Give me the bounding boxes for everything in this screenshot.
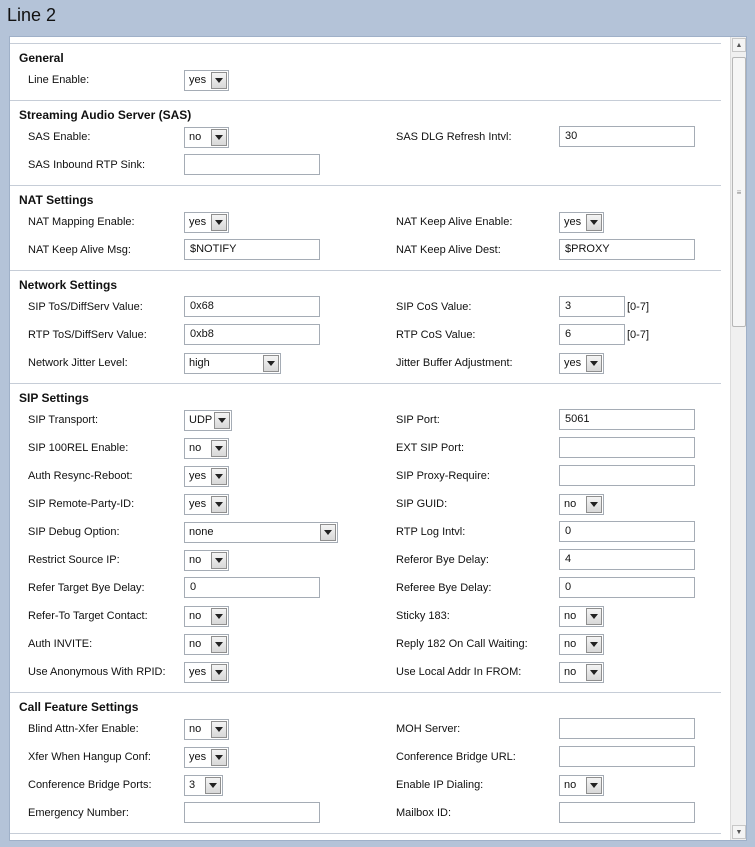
xfer-hangup-conf-select[interactable]: yes bbox=[184, 747, 229, 768]
chevron-down-icon bbox=[211, 468, 227, 485]
line-enable-select[interactable]: yes bbox=[184, 70, 229, 91]
sip-proxy-require-label: SIP Proxy-Require: bbox=[396, 470, 490, 482]
referor-bye-delay-input[interactable]: 4 bbox=[559, 549, 695, 570]
section-title-sas: Streaming Audio Server (SAS) bbox=[19, 108, 192, 122]
xfer-hangup-conf-label: Xfer When Hangup Conf: bbox=[28, 751, 151, 763]
section-title-sip: SIP Settings bbox=[19, 391, 89, 405]
refer-to-target-label: Refer-To Target Contact: bbox=[28, 610, 148, 622]
chevron-down-icon bbox=[586, 664, 602, 681]
arrow-up-icon: ▲ bbox=[735, 41, 743, 49]
rtp-log-intvl-input[interactable]: 0 bbox=[559, 521, 695, 542]
section-title-network: Network Settings bbox=[19, 278, 118, 292]
sas-enable-label: SAS Enable: bbox=[28, 131, 91, 143]
sas-inbound-rtp-label: SAS Inbound RTP Sink: bbox=[28, 159, 145, 171]
sas-inbound-rtp-input[interactable] bbox=[184, 154, 320, 175]
chevron-down-icon bbox=[211, 608, 227, 625]
reply-182-label: Reply 182 On Call Waiting: bbox=[396, 638, 528, 650]
sip-remote-party-label: SIP Remote-Party-ID: bbox=[28, 498, 135, 510]
section-title-nat: NAT Settings bbox=[19, 193, 94, 207]
refer-target-bye-delay-input[interactable]: 0 bbox=[184, 577, 320, 598]
section-divider bbox=[10, 185, 721, 186]
auth-resync-select[interactable]: yes bbox=[184, 466, 229, 487]
line-enable-label: Line Enable: bbox=[28, 74, 90, 86]
page-title: Line 2 bbox=[7, 5, 57, 25]
jitter-level-label: Network Jitter Level: bbox=[28, 357, 128, 369]
nat-keep-alive-enable-label: NAT Keep Alive Enable: bbox=[396, 216, 513, 228]
blind-attn-xfer-label: Blind Attn-Xfer Enable: bbox=[28, 723, 139, 735]
rtp-cos-input[interactable]: 6 bbox=[559, 324, 625, 345]
chevron-down-icon bbox=[586, 608, 602, 625]
moh-server-input[interactable] bbox=[559, 718, 695, 739]
sip-port-label: SIP Port: bbox=[396, 414, 440, 426]
auth-invite-select[interactable]: no bbox=[184, 634, 229, 655]
scroll-down-button[interactable] bbox=[732, 825, 746, 839]
use-local-addr-label: Use Local Addr In FROM: bbox=[396, 666, 522, 678]
sip-cos-label: SIP CoS Value: bbox=[396, 301, 472, 313]
use-anonymous-rpid-label: Use Anonymous With RPID: bbox=[28, 666, 166, 678]
sas-dlg-refresh-input[interactable]: 30 bbox=[559, 126, 695, 147]
ext-sip-port-label: EXT SIP Port: bbox=[396, 442, 465, 454]
conf-bridge-ports-label: Conference Bridge Ports: bbox=[28, 779, 152, 791]
chevron-down-icon bbox=[211, 636, 227, 653]
sip-100rel-select[interactable]: no bbox=[184, 438, 229, 459]
section-divider bbox=[10, 270, 721, 271]
sip-cos-input[interactable]: 3 bbox=[559, 296, 625, 317]
chevron-down-icon bbox=[211, 496, 227, 513]
emergency-number-label: Emergency Number: bbox=[28, 807, 129, 819]
ext-sip-port-input[interactable] bbox=[559, 437, 695, 458]
jitter-level-select[interactable]: high bbox=[184, 353, 281, 374]
auth-invite-label: Auth INVITE: bbox=[28, 638, 93, 650]
referee-bye-delay-label: Referee Bye Delay: bbox=[396, 582, 492, 594]
section-divider bbox=[10, 100, 721, 101]
chevron-down-icon bbox=[586, 214, 602, 231]
settings-panel bbox=[9, 36, 747, 841]
sip-tos-input[interactable]: 0x68 bbox=[184, 296, 320, 317]
section-divider bbox=[10, 383, 721, 384]
referor-bye-delay-label: Referor Bye Delay: bbox=[396, 554, 489, 566]
use-local-addr-select[interactable]: no bbox=[559, 662, 604, 683]
section-divider bbox=[10, 43, 721, 44]
refer-to-target-select[interactable]: no bbox=[184, 606, 229, 627]
conf-bridge-url-input[interactable] bbox=[559, 746, 695, 767]
sip-100rel-label: SIP 100REL Enable: bbox=[28, 442, 129, 454]
conf-bridge-ports-select[interactable]: 3 bbox=[184, 775, 223, 796]
emergency-number-input[interactable] bbox=[184, 802, 320, 823]
chevron-down-icon bbox=[211, 552, 227, 569]
chevron-down-icon bbox=[586, 355, 602, 372]
moh-server-label: MOH Server: bbox=[396, 723, 461, 735]
sip-cos-range: [0-7] bbox=[627, 301, 650, 313]
section-divider bbox=[10, 833, 721, 834]
rtp-cos-range: [0-7] bbox=[627, 329, 650, 341]
nat-mapping-select[interactable]: yes bbox=[184, 212, 229, 233]
sip-debug-label: SIP Debug Option: bbox=[28, 526, 120, 538]
sip-proxy-require-input[interactable] bbox=[559, 465, 695, 486]
nat-keep-alive-msg-input[interactable]: $NOTIFY bbox=[184, 239, 320, 260]
use-anonymous-rpid-select[interactable]: yes bbox=[184, 662, 229, 683]
jitter-buffer-select[interactable]: yes bbox=[559, 353, 604, 374]
scroll-up-button[interactable] bbox=[732, 38, 746, 52]
sas-enable-select[interactable]: no bbox=[184, 127, 229, 148]
grip-icon: ≡ bbox=[736, 187, 742, 197]
chevron-down-icon bbox=[211, 749, 227, 766]
nat-keep-alive-enable-select[interactable]: yes bbox=[559, 212, 604, 233]
chevron-down-icon bbox=[586, 777, 602, 794]
chevron-down-icon bbox=[320, 524, 336, 541]
sas-dlg-refresh-label: SAS DLG Refresh Intvl: bbox=[396, 131, 512, 143]
vertical-scrollbar[interactable] bbox=[730, 37, 746, 840]
enable-ip-dialing-select[interactable]: no bbox=[559, 775, 604, 796]
rtp-tos-label: RTP ToS/DiffServ Value: bbox=[28, 329, 147, 341]
chevron-down-icon bbox=[214, 412, 230, 429]
chevron-down-icon bbox=[586, 636, 602, 653]
mailbox-id-input[interactable] bbox=[559, 802, 695, 823]
chevron-down-icon bbox=[205, 777, 221, 794]
chevron-down-icon bbox=[586, 496, 602, 513]
chevron-down-icon bbox=[211, 721, 227, 738]
sip-guid-label: SIP GUID: bbox=[396, 498, 448, 510]
sip-debug-select[interactable]: none bbox=[184, 522, 338, 543]
sip-tos-label: SIP ToS/DiffServ Value: bbox=[28, 301, 143, 313]
chevron-down-icon bbox=[211, 440, 227, 457]
sip-transport-select[interactable]: UDP bbox=[184, 410, 232, 431]
conf-bridge-url-label: Conference Bridge URL: bbox=[396, 751, 516, 763]
sticky-183-label: Sticky 183: bbox=[396, 610, 450, 622]
chevron-down-icon bbox=[263, 355, 279, 372]
section-title-general: General bbox=[19, 51, 64, 65]
section-divider bbox=[10, 692, 721, 693]
jitter-buffer-label: Jitter Buffer Adjustment: bbox=[396, 357, 513, 369]
rtp-log-intvl-label: RTP Log Intvl: bbox=[396, 526, 466, 538]
rtp-cos-label: RTP CoS Value: bbox=[396, 329, 476, 341]
chevron-down-icon bbox=[211, 664, 227, 681]
nat-keep-alive-dest-input[interactable]: $PROXY bbox=[559, 239, 695, 260]
section-title-call-feature: Call Feature Settings bbox=[19, 700, 139, 714]
restrict-source-ip-label: Restrict Source IP: bbox=[28, 554, 120, 566]
mailbox-id-label: Mailbox ID: bbox=[396, 807, 452, 819]
rtp-tos-input[interactable]: 0xb8 bbox=[184, 324, 320, 345]
arrow-down-icon: ▼ bbox=[735, 828, 743, 836]
sip-port-input[interactable]: 5061 bbox=[559, 409, 695, 430]
refer-target-bye-delay-label: Refer Target Bye Delay: bbox=[28, 582, 145, 594]
nat-keep-alive-msg-label: NAT Keep Alive Msg: bbox=[28, 244, 131, 256]
restrict-source-ip-select[interactable]: no bbox=[184, 550, 229, 571]
auth-resync-label: Auth Resync-Reboot: bbox=[28, 470, 133, 482]
sip-transport-label: SIP Transport: bbox=[28, 414, 99, 426]
enable-ip-dialing-label: Enable IP Dialing: bbox=[396, 779, 484, 791]
reply-182-select[interactable]: no bbox=[559, 634, 604, 655]
nat-mapping-label: NAT Mapping Enable: bbox=[28, 216, 135, 228]
nat-keep-alive-dest-label: NAT Keep Alive Dest: bbox=[396, 244, 501, 256]
sip-remote-party-select[interactable]: yes bbox=[184, 494, 229, 515]
sticky-183-select[interactable]: no bbox=[559, 606, 604, 627]
chevron-down-icon bbox=[211, 72, 227, 89]
chevron-down-icon bbox=[211, 129, 227, 146]
blind-attn-xfer-select[interactable]: no bbox=[184, 719, 229, 740]
referee-bye-delay-input[interactable]: 0 bbox=[559, 577, 695, 598]
scrollbar-thumb[interactable] bbox=[732, 57, 746, 327]
chevron-down-icon bbox=[211, 214, 227, 231]
sip-guid-select[interactable]: no bbox=[559, 494, 604, 515]
